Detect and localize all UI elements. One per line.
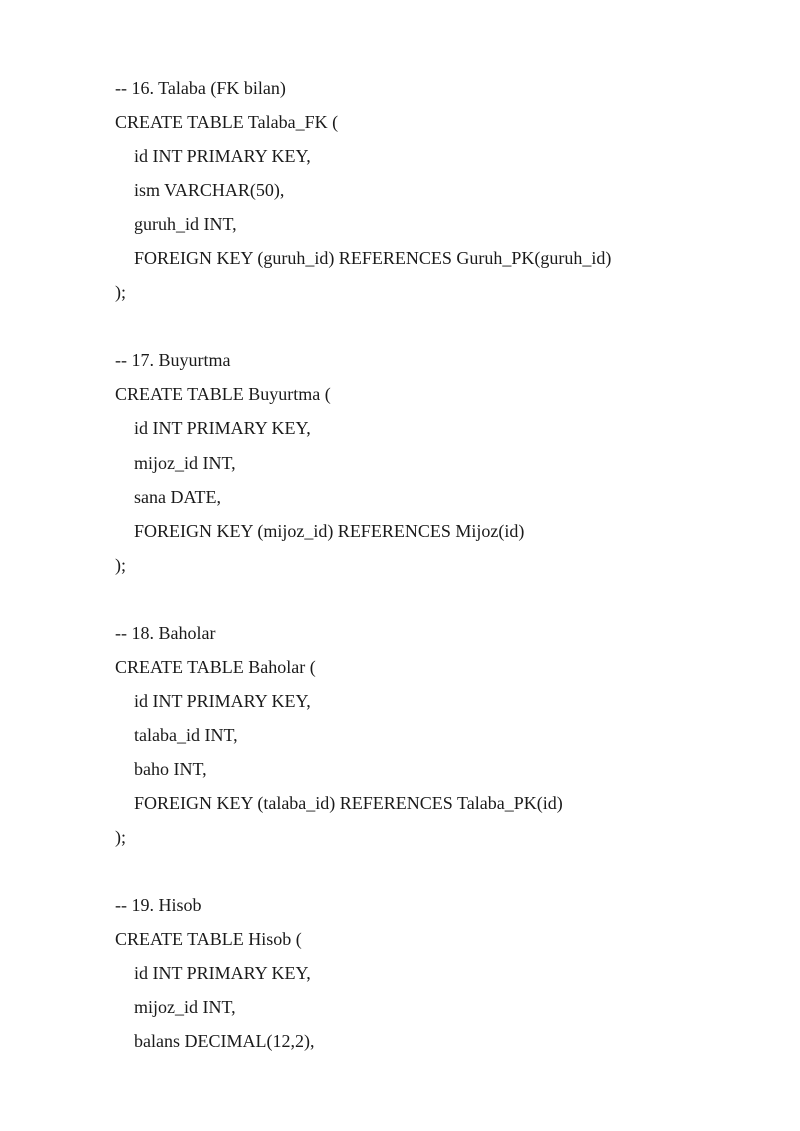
foreign-key-constraint: FOREIGN KEY (guruh_id) REFERENCES Guruh_PK(guruh_id) xyxy=(134,248,612,269)
column-definition: baho INT, xyxy=(134,758,207,779)
closing-paren-line: ); xyxy=(115,554,126,575)
sql-code-block xyxy=(115,75,611,1062)
comment-line: -- 17. Buyurtma xyxy=(115,350,231,371)
column-definition: guruh_id INT, xyxy=(134,214,237,235)
column-definition: id INT PRIMARY KEY, xyxy=(134,146,311,167)
column-definition: id INT PRIMARY KEY, xyxy=(134,690,311,711)
comment-line: -- 16. Talaba (FK bilan) xyxy=(115,78,286,98)
column-definition: balans DECIMAL(12,2), xyxy=(134,1031,315,1052)
closing-paren-line: ); xyxy=(115,282,126,303)
column-definition: id INT PRIMARY KEY, xyxy=(134,963,311,984)
create-table-line: CREATE TABLE Talaba_FK ( xyxy=(115,112,339,133)
foreign-key-constraint: FOREIGN KEY (mijoz_id) REFERENCES Mijoz(id) xyxy=(134,520,525,541)
create-table-line: CREATE TABLE Buyurtma ( xyxy=(115,384,331,405)
foreign-key-constraint: FOREIGN KEY (talaba_id) REFERENCES Talaba_PK(id) xyxy=(134,792,563,813)
blank-line xyxy=(115,313,611,347)
comment-line: -- 19. Hisob xyxy=(115,895,202,916)
blank-line xyxy=(115,858,611,892)
create-table-line: CREATE TABLE Hisob ( xyxy=(115,929,302,950)
column-definition: talaba_id INT, xyxy=(134,724,238,745)
column-definition: sana DATE, xyxy=(134,486,221,507)
comment-line: -- 18. Baholar xyxy=(115,622,216,643)
closing-paren-line: ); xyxy=(115,827,126,848)
column-definition: id INT PRIMARY KEY, xyxy=(134,418,311,439)
column-definition: mijoz_id INT, xyxy=(134,997,236,1018)
create-table-line: CREATE TABLE Baholar ( xyxy=(115,656,316,677)
column-definition: mijoz_id INT, xyxy=(134,452,236,473)
column-definition: ism VARCHAR(50), xyxy=(134,180,285,201)
blank-line xyxy=(115,586,611,620)
